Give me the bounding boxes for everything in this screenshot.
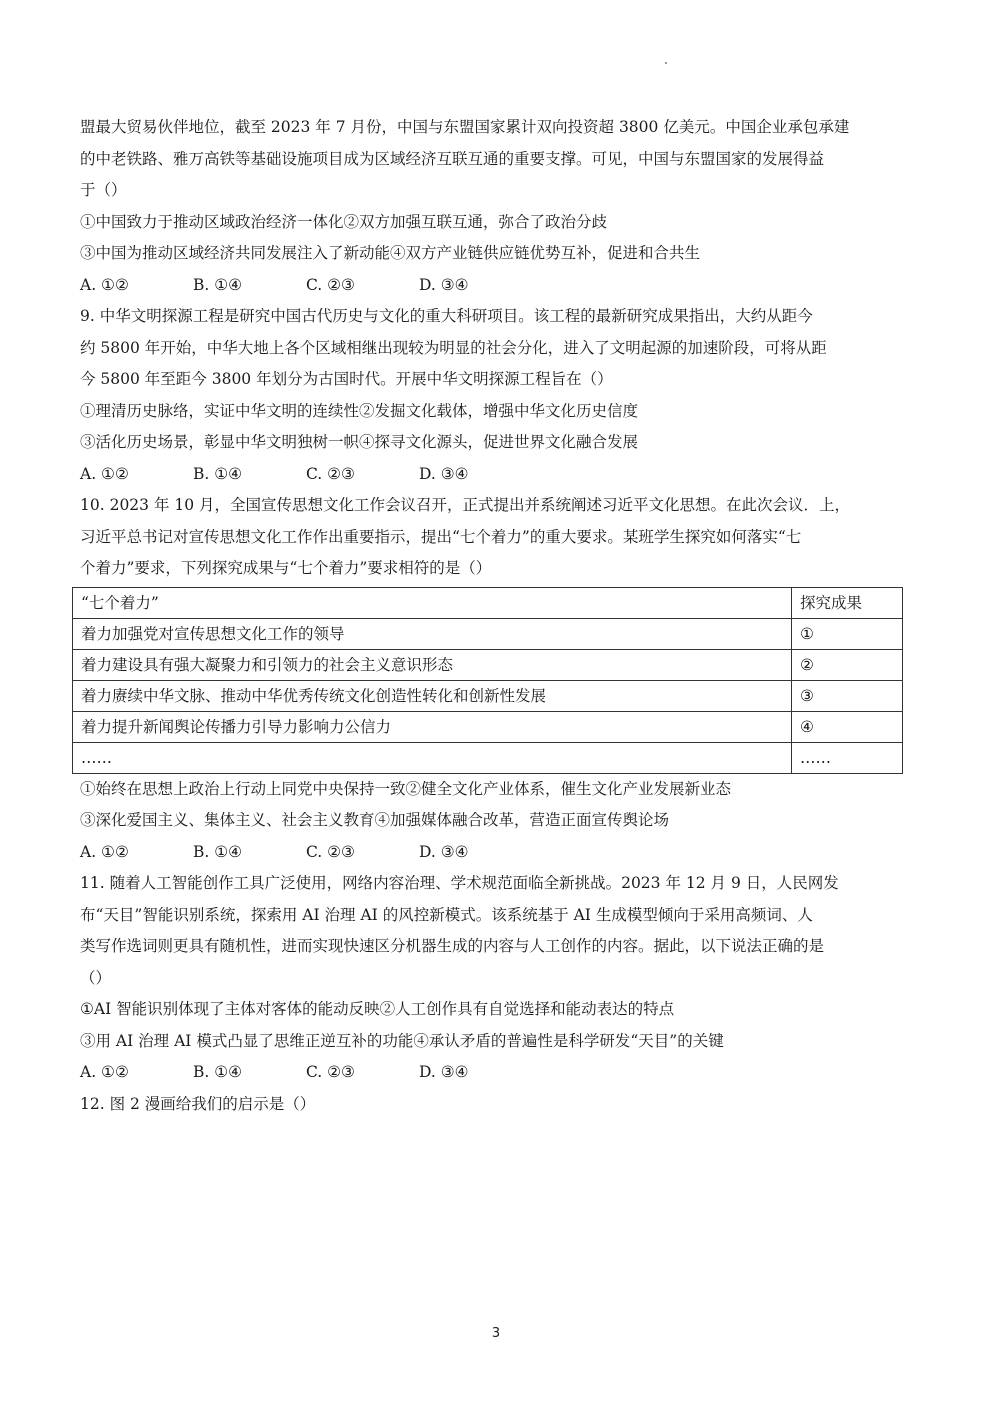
q9-line-3: 今 5800 年至距今 3800 年划分为古国时代。开展中华文明探源工程旨在（） [80,370,613,388]
q11-statements-3-4: ③用 AI 治理 AI 模式凸显了思维正逆互补的功能④承认矛盾的普遍性是科学研发“天目”的关键 [80,1031,724,1050]
q11-line-1: 11. 随着人工智能创作工具广泛使用，网络内容治理、学术规范面临全新挑战。2023 年 12 月 9 日，人民网发 [80,874,839,892]
q10-statements-1-2: ①始终在思想上政治上行动上同党中央保持一致②健全文化产业体系，催生文化产业发展新业态 [80,779,732,798]
q10-line-2: 习近平总书记对宣传思想文化工作作出重要指示，提出“七个着力”的重大要求。某班学生探究如何落实“七 [80,527,802,546]
q10-line-1: 10. 2023 年 10 月，全国宣传思想文化工作会议召开，正式提出并系统阐述习近平文化思想。在此次会议．上， [80,496,851,514]
q8-line-1: 盟最大贸易伙伴地位，截至 2023 年 7 月份，中国与东盟国家累计双向投资超 3800 亿美元。中国企业承包承建 [80,118,850,136]
q9-option-b[interactable]: B. ①④ [193,464,243,483]
table-cell-result: …… [792,742,903,773]
q9-option-d[interactable]: D. ③④ [419,464,469,483]
q11-option-b[interactable]: B. ①④ [193,1063,243,1081]
q8-options [80,270,912,302]
table-row [73,742,903,773]
q11-line-4: （） [80,968,112,987]
q10-option-d[interactable]: D. ③④ [419,842,469,861]
table-cell-effort: …… [73,742,792,773]
q11-option-c[interactable]: C. ②③ [306,1063,355,1081]
q11-options [80,1057,912,1089]
q8-option-b[interactable]: B. ①④ [193,275,243,294]
q9-statements-3-4: ③活化历史场景，彰显中华文明独树一帜④探寻文化源头，促进世界文化融合发展 [80,433,639,451]
question-9 [80,301,912,490]
table-cell-effort: 着力赓续中华文脉、推动中华优秀传统文化创造性转化和创新性发展 [73,680,792,711]
q8-line-3: 于（） [80,181,127,199]
table-cell-result: ② [792,649,903,680]
table-cell-effort: 着力加强党对宣传思想文化工作的领导 [73,618,792,649]
q10-option-a[interactable]: A. ①② [80,842,129,861]
table-cell-result: ① [792,618,903,649]
q10-line-3: 个着力”要求，下列探究成果与“七个着力”要求相符的是（） [80,559,492,577]
question-8 [80,112,912,301]
q8-option-c[interactable]: C. ②③ [306,275,355,294]
q8-option-d[interactable]: D. ③④ [419,275,469,294]
q8-line-2: 的中老铁路、雅万高铁等基础设施项目成为区域经济互联互通的重要支撑。可见，中国与东盟国家的发展得益 [80,149,825,168]
table-cell-result: ④ [792,711,903,742]
q10-statements-3-4: ③深化爱国主义、集体主义、社会主义教育④加强媒体融合改革，营造正面宣传舆论场 [80,811,670,829]
table-row [73,711,903,742]
seven-efforts-table [72,587,903,774]
q9-options [80,459,912,491]
table-header-results: 探究成果 [792,587,903,618]
q8-statements-3-4: ③中国为推动区域经济共同发展注入了新动能④双方产业链供应链优势互补，促进和合共生 [80,244,701,262]
q10-option-c[interactable]: C. ②③ [306,842,355,861]
q11-line-3: 类写作选词则更具有随机性，进而实现快速区分机器生成的内容与人工创作的内容。据此，以下说法正确的是 [80,937,825,955]
q10-option-b[interactable]: B. ①④ [193,842,243,861]
table-cell-result: ③ [792,680,903,711]
table-cell-effort: 着力提升新闻舆论传播力引导力影响力公信力 [73,711,792,742]
scan-speck [665,62,667,64]
q9-statements-1-2: ①理清历史脉络，实证中华文明的连续性②发掘文化载体，增强中华文化历史信度 [80,401,639,420]
table-row [73,618,903,649]
q11-option-a[interactable]: A. ①② [80,1063,129,1081]
page-number: 3 [491,1326,501,1341]
q9-line-1: 9. 中华文明探源工程是研究中国古代历史与文化的重大科研项目。该工程的最新研究成果指出，大约从距今 [80,307,813,325]
question-12 [80,1089,912,1121]
table-row [73,680,903,711]
table-header-efforts: “七个着力” [73,587,792,618]
q10-options [80,837,912,869]
question-10 [80,490,912,868]
q11-option-d[interactable]: D. ③④ [419,1063,469,1081]
question-11 [80,868,912,1089]
page-content [80,112,912,1120]
table-row [73,649,903,680]
q11-statements-1-2: ①AI 智能识别体现了主体对客体的能动反映②人工创作具有自觉选择和能动表达的特点 [80,1000,675,1018]
q8-statements-1-2: ①中国致力于推动区域政治经济一体化②双方加强互联互通，弥合了政治分歧 [80,212,608,231]
table-cell-effort: 着力建设具有强大凝聚力和引领力的社会主义意识形态 [73,649,792,680]
q12-line-1: 12. 图 2 漫画给我们的启示是（） [80,1094,316,1113]
q11-line-2: 布“天目”智能识别系统，探索用 AI 治理 AI 的风控新模式。该系统基于 AI 生成模型倾向于采用高频词、人 [80,905,813,924]
q9-line-2: 约 5800 年开始，中华大地上各个区域相继出现较为明显的社会分化，进入了文明起源的加速阶段，可将从距 [80,338,827,357]
q9-option-c[interactable]: C. ②③ [306,464,355,483]
table-header-row [73,587,903,618]
q9-option-a[interactable]: A. ①② [80,464,129,483]
q8-option-a[interactable]: A. ①② [80,275,129,294]
